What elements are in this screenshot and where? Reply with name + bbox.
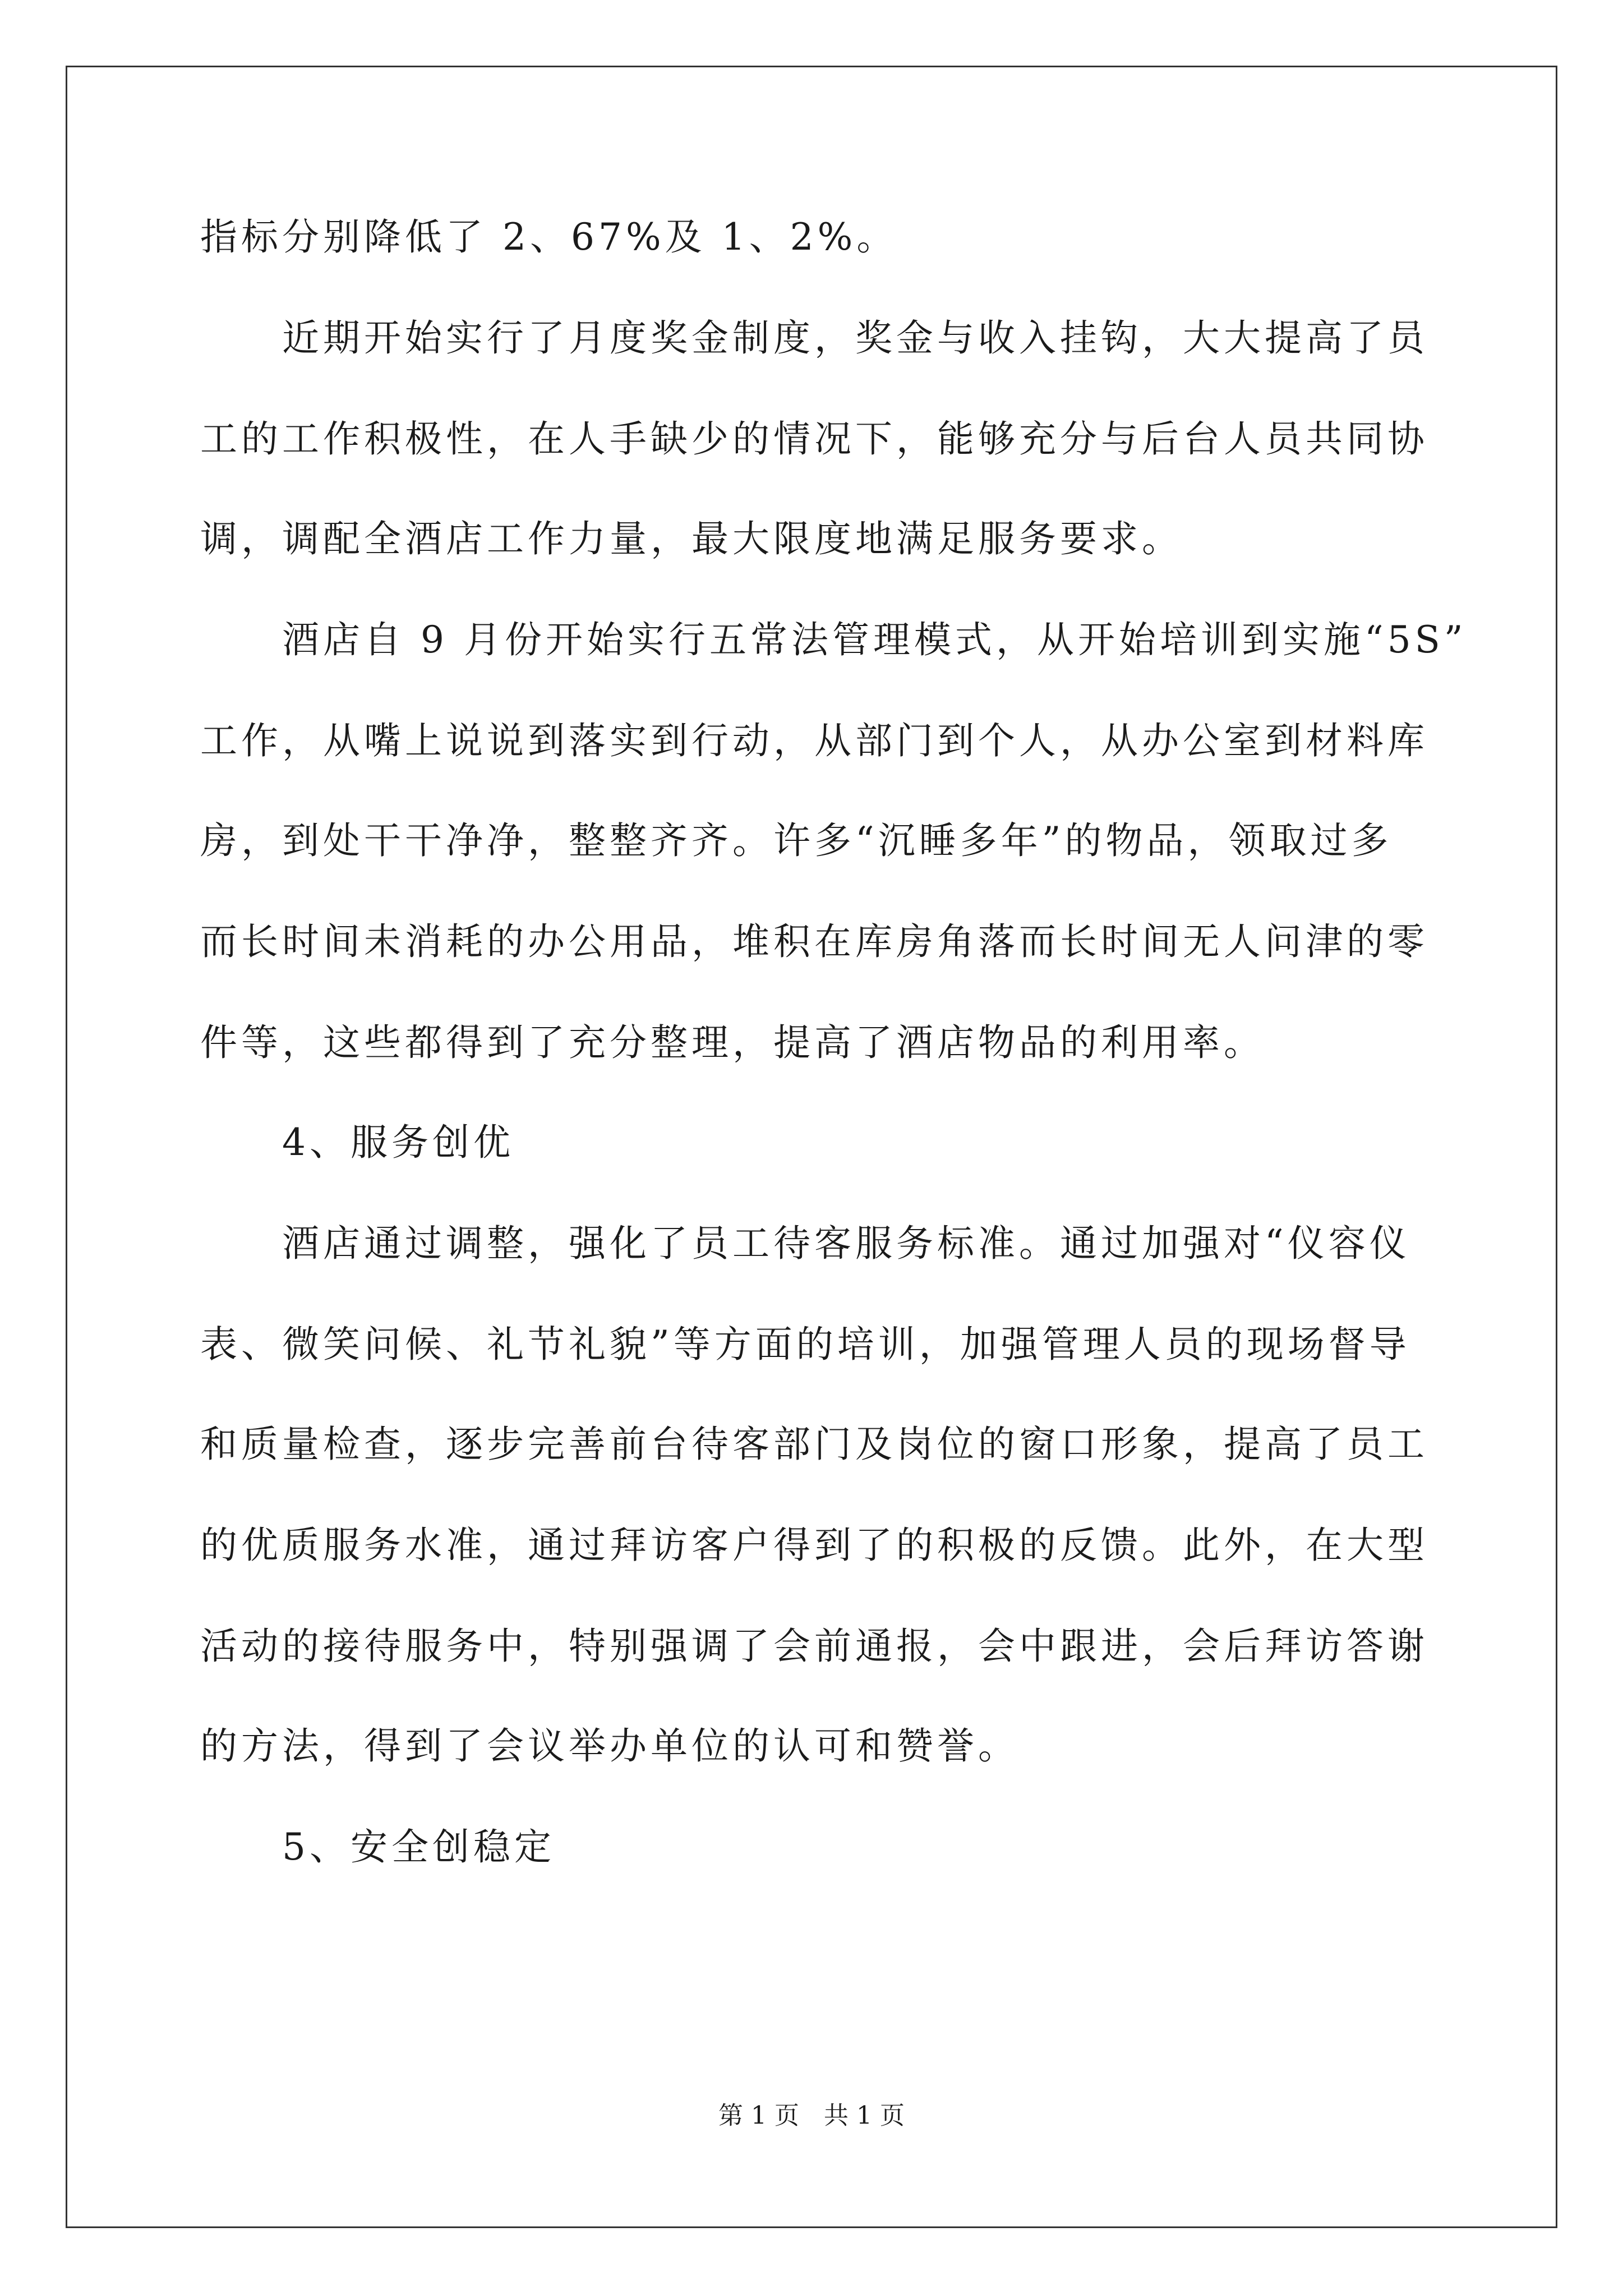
section-heading: 4、服务创优 — [200, 1121, 514, 1164]
text-line: 工的工作积极性，在人手缺少的情况下，能够充分与后台人员共同协 — [200, 417, 1428, 461]
text-line: 酒店自 9 月份开始实行五常法管理模式，从开始培训到实施“5S” — [200, 618, 1467, 661]
text-line: 和质量检查，逐步完善前台待客部门及岗位的窗口形象，提高了员工 — [200, 1423, 1428, 1466]
text-line: 而长时间未消耗的办公用品，堆积在库房角落而长时间无人问津的零 — [200, 920, 1428, 963]
text-line: 活动的接待服务中，特别强调了会前通报，会中跟进，会后拜访答谢 — [200, 1625, 1428, 1668]
text-line: 工作，从嘴上说说到落实到行动，从部门到个人，从办公室到材料库 — [200, 719, 1428, 762]
section-heading: 5、安全创稳定 — [200, 1825, 555, 1869]
text-line: 近期开始实行了月度奖金制度，奖金与收入挂钩，大大提高了员 — [200, 316, 1428, 360]
text-line: 表、微笑问候、礼节礼貌”等方面的培训，加强管理人员的现场督导 — [200, 1323, 1410, 1366]
text-line: 酒店通过调整，强化了员工待客服务标准。通过加强对“仪容仪 — [200, 1222, 1410, 1265]
text-line: 调，调配全酒店工作力量，最大限度地满足服务要求。 — [200, 517, 1183, 560]
text-line: 的优质服务水准，通过拜访客户得到了的积极的反馈。此外，在大型 — [200, 1524, 1428, 1567]
text-line: 件等，这些都得到了充分整理，提高了酒店物品的利用率。 — [200, 1021, 1265, 1064]
text-line: 的方法，得到了会议举办单位的认可和赞誉。 — [200, 1724, 1019, 1768]
text-line: 指标分别降低了 2、67%及 1、2%。 — [200, 215, 898, 259]
text-line: 房，到处干干净净，整整齐齐。许多“沉睡多年”的物品，领取过多 — [200, 819, 1393, 862]
page-number-footer: 第 1 页 共 1 页 — [718, 2101, 905, 2130]
